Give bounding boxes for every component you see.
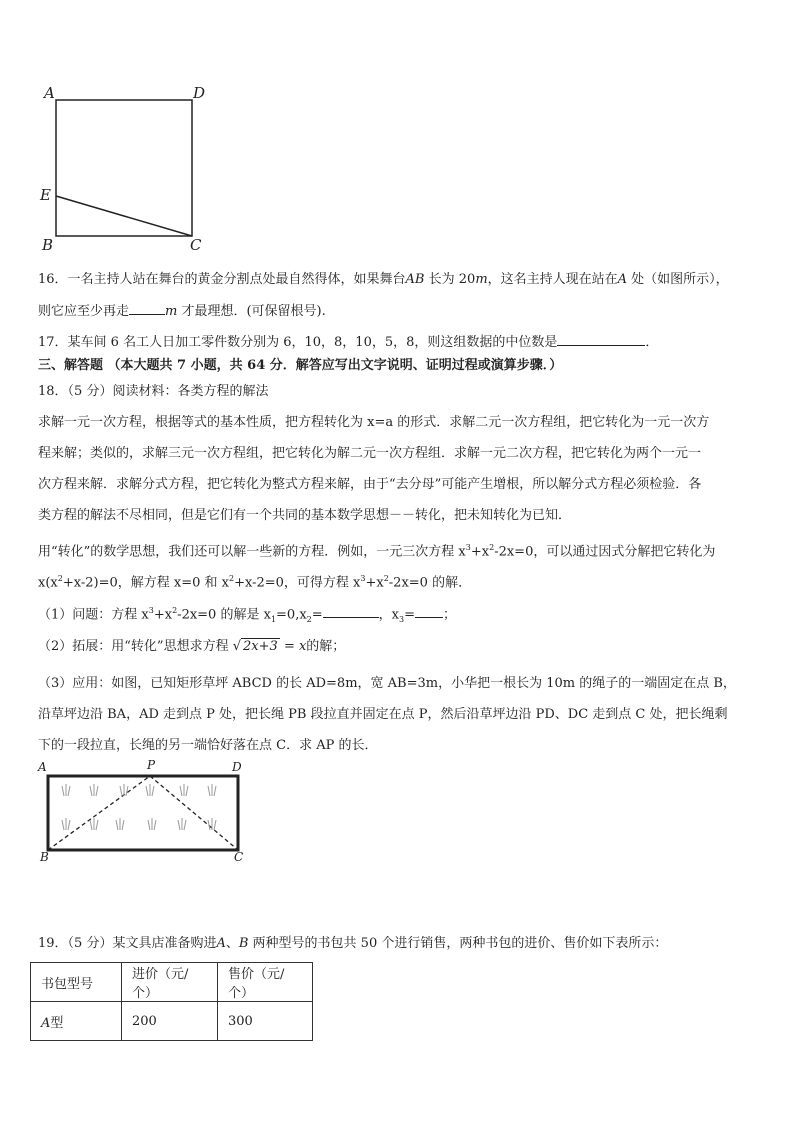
section-3-heading: 三、解答题 （本大题共 7 小题，共 64 分．解答应写出文字说明、证明过程或演算步骤．） <box>38 358 563 373</box>
lawn-abcd <box>48 776 238 850</box>
q18-sub3-l2: 沿草坪边沿 BA，AD 走到点 P 处，把长绳 PB 段拉直并固定在点 P，然后沿草坪边沿 PD、DC 走到点 C 处，把长绳剩 <box>38 707 728 722</box>
table-row <box>31 1002 313 1041</box>
q16-line2: 则它应至少再走 m 才最理想．(可保留根号). <box>38 300 763 322</box>
fig1-label-e: E <box>40 186 51 204</box>
answer-blank <box>557 331 645 346</box>
fig2-label-a: A <box>38 760 47 774</box>
figure-square-aedbc <box>38 80 208 258</box>
q18-sub2: （2）拓展：用“转化”思想求方程 √ 2x+3 = x的解； <box>38 637 763 657</box>
table-cell-model: A型 <box>31 1002 122 1041</box>
table-cell-sell-price: 300 <box>218 1002 313 1041</box>
table-header-row <box>31 963 313 1002</box>
answer-blank <box>415 603 443 618</box>
answer-blank <box>129 300 165 315</box>
q18-p2: 程来解；类似的，求解三元一次方程组，把它转化为解二元一次方程组．求解一元二次方程，把它转化为两个一元一 <box>38 446 702 461</box>
q18-heading: 18．（5 分）阅读材料：各类方程的解法 <box>38 384 269 399</box>
radical-expression: √ 2x+3 <box>232 639 278 654</box>
price-table <box>30 962 313 1041</box>
answer-blank <box>323 603 379 618</box>
table-cell-buy-price: 200 <box>122 1002 218 1041</box>
fig2-label-c: C <box>234 850 244 864</box>
fig2-label-d: D <box>232 760 242 774</box>
table-header-cell: 售价（元/个） <box>218 963 313 1002</box>
q18-p1: 求解一元一次方程，根据等式的基本性质，把方程转化为 x=a 的形式．求解二元一次方程组，把它转化为一元一次方 <box>38 415 710 430</box>
rope-bp <box>48 776 150 850</box>
fig1-label-b: B <box>42 236 54 254</box>
q18-p6: $x(x^2+x-2)=0$，解方程 x=0 和 $x^2+x-2=0$，可得方程 $x^3+x^2-2x=0$ 的解． <box>38 574 472 591</box>
q18-p4: 类方程的解法不尽相同，但是它们有一个共同的基本数学思想－－转化，把未知转化为已知． <box>38 508 572 523</box>
figure-lawn-rectangle <box>40 768 250 858</box>
fig2-label-b: B <box>40 850 49 864</box>
rope-pc <box>150 776 238 850</box>
fig2-label-p: P <box>147 758 156 772</box>
q19-line: 19．（5 分）某文具店准备购进A、B 两种型号的书包共 50 个进行销售，两种书包的进价、售价如下表所示： <box>38 936 668 951</box>
q18-sub3-l3: 下的一段拉直，长绳的另一端恰好落在点 C．求 AP 的长． <box>38 738 378 753</box>
q17-line: 17．某车间 6 名工人日加工零件数分别为 6，10，8，10，5，8，则这组数据的中位数是 ． <box>38 331 763 353</box>
fig1-label-a: A <box>44 84 55 102</box>
q18-p5: 用“转化”的数学思想，我们还可以解一些新的方程．例如，一元三次方程 $x^3+x^2-2x=0$，可以通过因式分解把它转化为 <box>38 543 716 560</box>
q18-sub1: （1）问题：方程 $x^3+x^2-2x=0$ 的解是 $x_1=0,x_2=$ ，$x_3=$ ； <box>38 601 763 630</box>
fig1-label-d: D <box>193 84 206 102</box>
fig1-label-c: C <box>190 236 202 254</box>
table-header-cell: 书包型号 <box>31 963 122 1002</box>
q18-sub3-l1: （3）应用：如图，已知矩形草坪 ABCD 的长 AD=8m，宽 AB=3m，小华把一根长为 10m 的绳子的一端固定在点 B， <box>38 676 736 691</box>
segment-ec <box>56 196 192 236</box>
table-header-cell: 进价（元/个） <box>122 963 218 1002</box>
q18-p3: 次方程来解．求解分式方程，把它转化为整式方程来解，由于“去分母”可能产生增根，所以解分式方程必须检验．各 <box>38 477 702 492</box>
q16-line1: 16．一名主持人站在舞台的黄金分割点处最自然得体，如果舞台AB 长为 20m，这名主持人现在站在A 处（如图所示）， <box>38 272 729 287</box>
